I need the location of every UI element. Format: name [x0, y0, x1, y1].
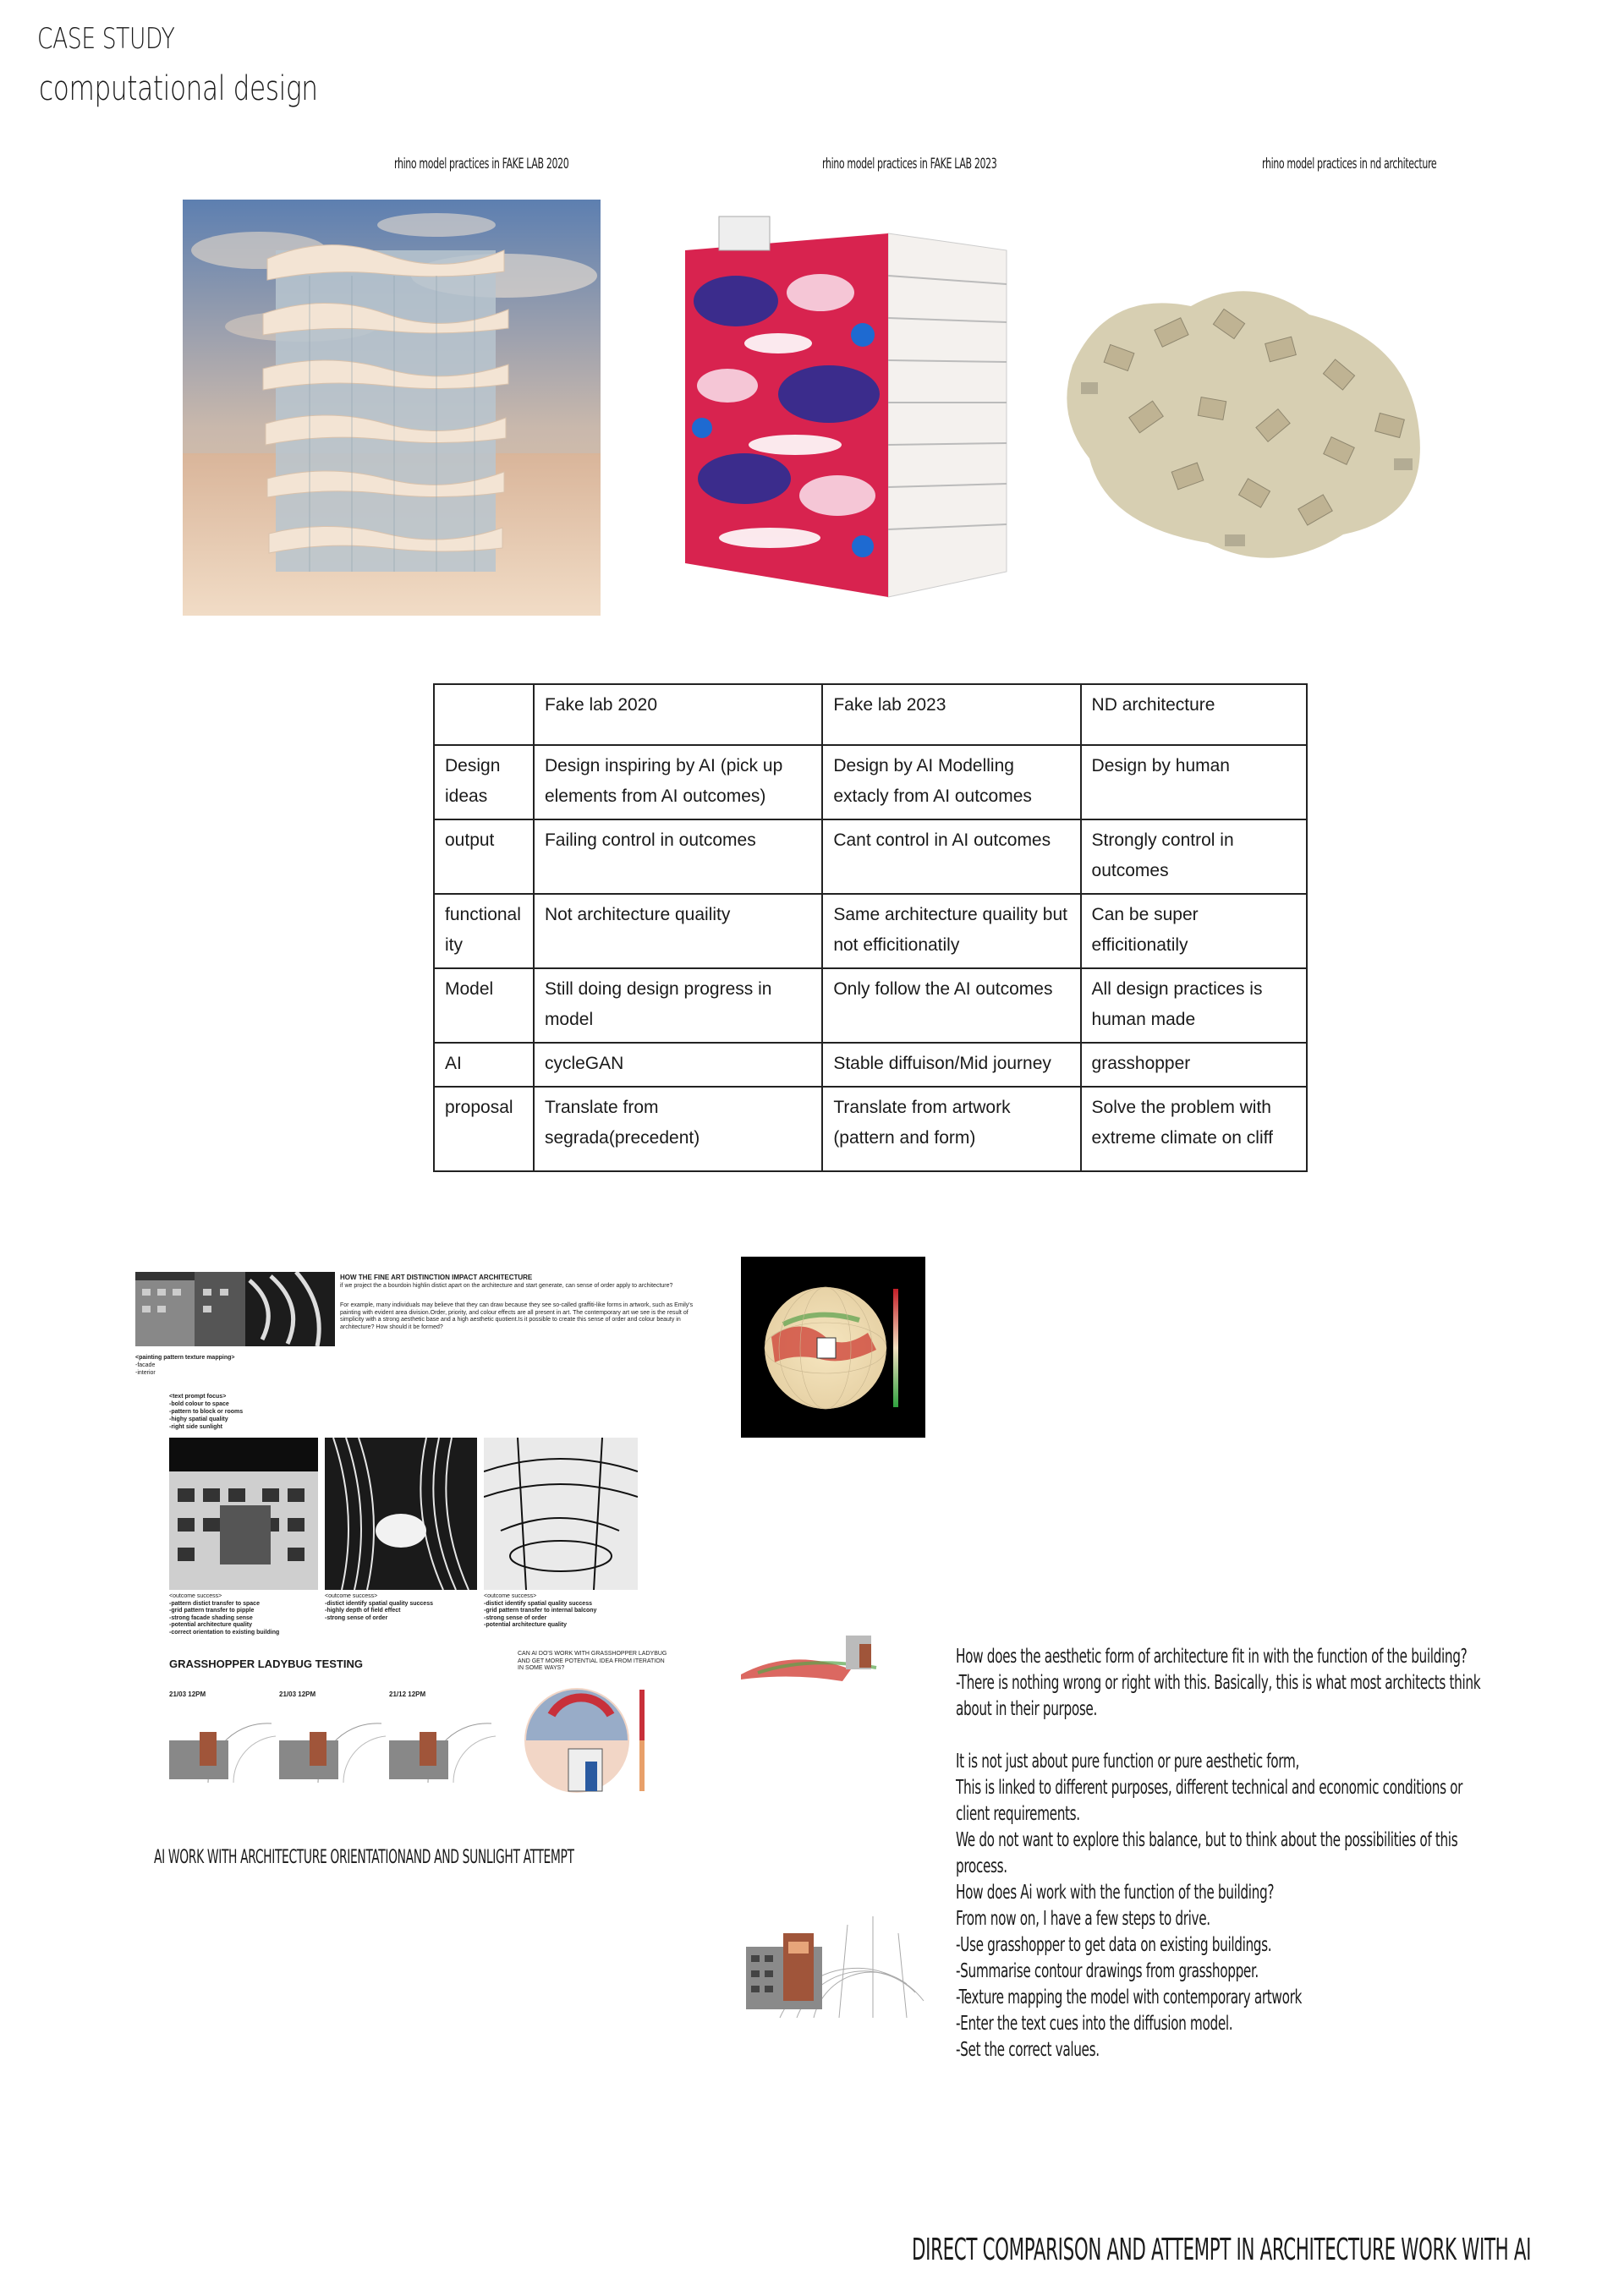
ladybug-question: CAN AI DO'S WORK WITH GRASSHOPPER LADYBUG AND GET MORE POTENTIAL IDEA FROM ITERATION IN SOME WAYS? — [518, 1651, 667, 1671]
generated-image-1 — [169, 1438, 318, 1590]
table-cell: output — [434, 819, 534, 894]
footer-title: DIRECT COMPARISON AND ATTEMPT IN ARCHITECTURE WORK WITH AI — [912, 2233, 1532, 2267]
text-line: -There is nothing wrong or right with this. Basically, this is what most architects think — [956, 1672, 1481, 1694]
generated-image-2 — [325, 1438, 477, 1590]
table-cell: Failing control in outcomes — [534, 819, 822, 894]
table-header-cell: Fake lab 2020 — [534, 684, 822, 745]
text-line: about in their purpose. — [956, 1698, 1097, 1720]
text-line: From now on, I have a few steps to drive. — [956, 1908, 1210, 1930]
caption-fakelab-2023: rhino model practices in FAKE LAB 2023 — [822, 156, 997, 173]
panel-building-photos — [135, 1272, 335, 1346]
right-text-block — [956, 1644, 1480, 2063]
table-cell: AI — [434, 1043, 534, 1087]
ladybug-title: GRASSHOPPER LADYBUG TESTING — [169, 1658, 363, 1670]
outcome-line: <outcome success> — [325, 1593, 378, 1599]
outcome-line: -grid pattern transfer to pipple — [169, 1608, 255, 1614]
table-cell: Design ideas — [434, 745, 534, 819]
dome-building-diagram — [746, 1899, 935, 2026]
outcome-line: -strong sense of order — [325, 1614, 388, 1621]
graffiti-building-render — [668, 200, 1066, 611]
case-study-title: CASE STUDY — [37, 22, 175, 56]
text-line: -Enter the text cues into the diffusion model. — [956, 2013, 1233, 2035]
outcome-line: -potential architecture quality — [484, 1622, 568, 1628]
table-row — [434, 745, 1307, 819]
outcome-line: -correct orientation to existing building — [169, 1629, 280, 1636]
text-line: It is not just about pure function or pure aesthetic form, — [956, 1751, 1299, 1773]
text-line: -Set the correct values. — [956, 2039, 1100, 2061]
prompt-item: -bold colour to space — [169, 1401, 229, 1407]
prompt-heading: <text prompt focus> — [169, 1394, 227, 1400]
text-line: How does the aesthetic form of architecture fit in with the function of the building? — [956, 1646, 1468, 1668]
ladybug-colour-dome — [518, 1681, 653, 1808]
table-cell: Still doing design progress in model — [534, 968, 822, 1043]
panel-caption: AI WORK WITH ARCHITECTURE ORIENTATIONAND AND SUNLIGHT ATTEMPT — [154, 1847, 574, 1868]
text-line: This is linked to different purposes, different technical and economic conditions or — [956, 1777, 1463, 1799]
table-cell: Design by human — [1081, 745, 1307, 819]
table-cell: functionality — [434, 894, 534, 968]
table-row — [434, 684, 1307, 745]
outcome-line: -potential architecture quality — [169, 1622, 253, 1628]
table-cell: Strongly control in outcomes — [1081, 819, 1307, 894]
table-cell: Stable diffuison/Mid journey — [822, 1043, 1080, 1087]
time-label: 21/03 12PM — [279, 1690, 316, 1698]
table-cell: proposal — [434, 1087, 534, 1171]
cluster-plan-render — [1056, 238, 1438, 585]
table-cell: Cant control in AI outcomes — [822, 819, 1080, 894]
table-cell: All design practices is human made — [1081, 968, 1307, 1043]
table-row — [434, 968, 1307, 1043]
outcome-list-1 — [169, 1593, 318, 1636]
outcome-line: -grid pattern transfer to internal balcony — [484, 1608, 597, 1614]
sun-dome-diagram — [741, 1257, 925, 1438]
outcome-line: -strong sense of order — [484, 1614, 547, 1621]
text-line: How does Ai work with the function of the building? — [956, 1882, 1275, 1904]
panel-paragraph: For example, many individuals may believe that they can draw because they see so-called graffiti-like forms in artwork, such as Emily's painting with evident area division.Order, priority, and colour effects are all present in art. The contemporary art we see is the result of simplicity with a strong aesthetic base and a high aesthetic quotient.Is it possible to create this sense of order and colour beauty in architecture? How should it be formed? — [340, 1302, 694, 1330]
comparison-table — [433, 683, 1308, 1172]
table-cell: Design by AI Modelling extacly from AI outcomes — [822, 745, 1080, 819]
text-line: -Use grasshopper to get data on existing buildings. — [956, 1934, 1272, 1956]
outcome-line: -highly depth of field effect — [325, 1608, 401, 1614]
outcome-line: -pattern distict transfer to space — [169, 1600, 260, 1607]
table-header-cell: Fake lab 2023 — [822, 684, 1080, 745]
outcome-line: <outcome success> — [484, 1593, 537, 1599]
outcome-line: -distict identify spatial quality success — [484, 1600, 592, 1607]
outcome-list-2 — [325, 1593, 477, 1622]
text-line: client requirements. — [956, 1803, 1080, 1825]
text-line — [956, 1723, 1480, 1749]
text-line: process. — [956, 1855, 1007, 1877]
table-cell: Design inspiring by AI (pick up elements from AI outcomes) — [534, 745, 822, 819]
outcome-line: <outcome success> — [169, 1593, 222, 1599]
table-row — [434, 819, 1307, 894]
ladybug-thumbnails — [166, 1715, 513, 1783]
text-line: -Summarise contour drawings from grasshopper. — [956, 1960, 1259, 1982]
table-row — [434, 894, 1307, 968]
table-row — [434, 1043, 1307, 1087]
table-header-cell: ND architecture — [1081, 684, 1307, 745]
table-cell: cycleGAN — [534, 1043, 822, 1087]
table-cell: Translate from artwork (pattern and form) — [822, 1087, 1080, 1171]
caption-fakelab-2020: rhino model practices in FAKE LAB 2020 — [394, 156, 569, 173]
table-cell: Can be super efficitionatily — [1081, 894, 1307, 968]
mapping-item: -interior — [135, 1370, 156, 1376]
panel-intro: if we project the a bourdoin highlin distict apart on the architecture and start generate, can sense of order apply to architecture? — [340, 1283, 673, 1289]
table-cell: Model — [434, 968, 534, 1043]
prompt-item: -pattern to block or rooms — [169, 1409, 244, 1415]
table-cell: Only follow the AI outcomes — [822, 968, 1080, 1043]
prompt-item: -highy spatial quality — [169, 1417, 228, 1422]
panel-heading: HOW THE FINE ART DISTINCTION IMPACT ARCHITECTURE — [340, 1274, 533, 1281]
caption-nd-architecture: rhino model practices in nd architecture — [1262, 156, 1437, 173]
outcome-line: -strong facade shading sense — [169, 1614, 253, 1621]
time-label: 21/03 12PM — [169, 1690, 206, 1698]
table-cell: grasshopper — [1081, 1043, 1307, 1087]
table-cell: Not architecture quaility — [534, 894, 822, 968]
text-line: We do not want to explore this balance, but to think about the possibilities of this — [956, 1829, 1458, 1851]
prompt-item: -right side sunlight — [169, 1424, 222, 1430]
site-shadow-diagram — [741, 1630, 893, 1690]
table-cell: Solve the problem with extreme climate on cliff — [1081, 1087, 1307, 1171]
page-subtitle: computational design — [39, 69, 318, 108]
outcome-list-3 — [484, 1593, 638, 1630]
table-cell — [434, 684, 534, 745]
text-line: -Texture mapping the model with contemporary artwork — [956, 1986, 1302, 2008]
table-cell: Translate from segrada(precedent) — [534, 1087, 822, 1171]
generated-image-3 — [484, 1438, 638, 1590]
table-cell: Same architecture quaility but not efficitionatily — [822, 894, 1080, 968]
mapping-heading: <painting pattern texture mapping> — [135, 1355, 235, 1361]
wavy-tower-render — [183, 200, 601, 616]
table-row — [434, 1087, 1307, 1171]
mapping-item: -facade — [135, 1362, 156, 1368]
time-label: 21/12 12PM — [389, 1690, 426, 1698]
outcome-line: -distict identify spatial quality success — [325, 1600, 433, 1607]
